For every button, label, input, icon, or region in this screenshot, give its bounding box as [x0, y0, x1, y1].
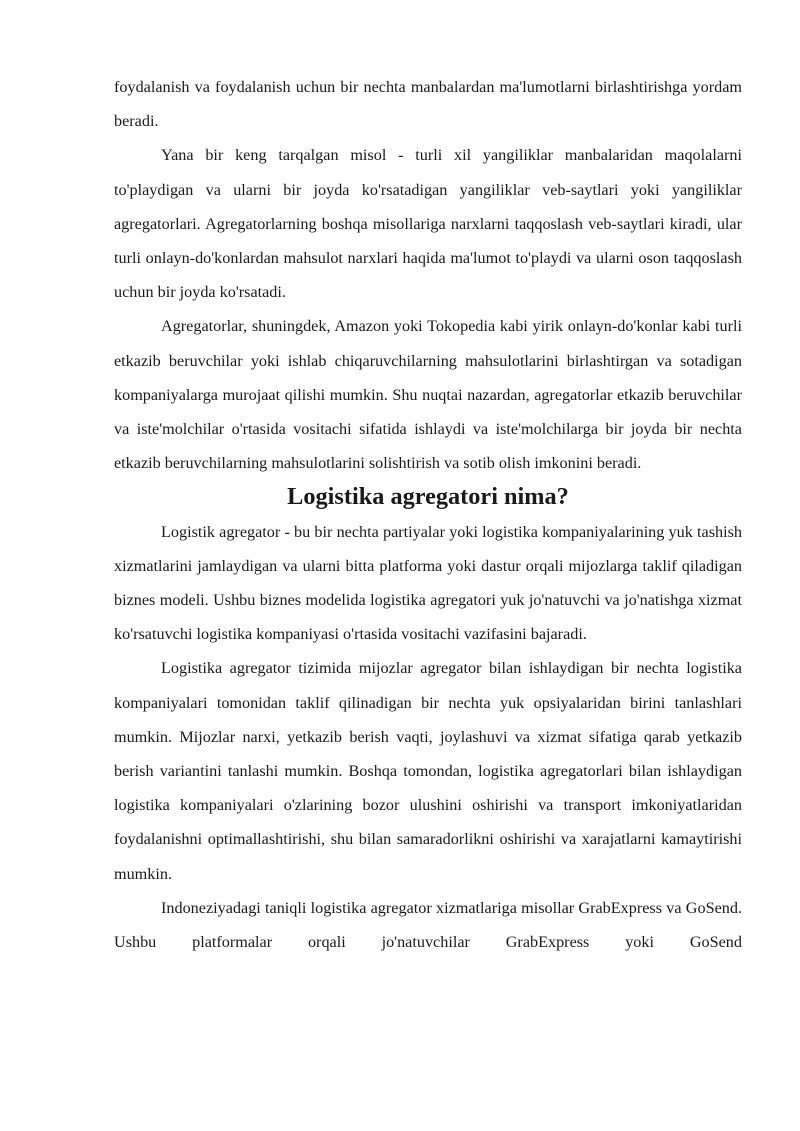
paragraph-news-aggregators: Yana bir keng tarqalgan misol - turli xil yangiliklar manbalaridan maqolalarni to'playdigan va ularni bir joyda ko'rsatadigan yangiliklar veb-saytlari yoki yangiliklar agregatorlari. Agregatorlarning boshqa misollariga narxlarni taqqoslash veb-saytlari kiradi, ular turli onlayn-do'konlardan mahsulot narxlari haqida ma'lumot to'playdi va ularni oson taqqoslash uchun bir joyda ko'rsatadi.: [114, 146, 742, 302]
paragraph-logistics-system: Logistika agregator tizimida mijozlar agregator bilan ishlaydigan bir nechta logistika kompaniyalari tomonidan taklif qilinadigan bir nechta yuk opsiyalaridan birini tanlashlari mumkin. Mijozlar narxi, yetkazib berish vaqti, joylashuvi va xizmat sifatiga qarab yetkazib berish variantini tanlashi mumkin. Boshqa tomondan, logistika agregatorlari bilan ishlaydigan logistika kompaniyalari o'zlarining bozor ulushini oshirishi va transport imkoniyatlaridan foydalanishni optimallashtirishi, shu bilan samaradorlikni oshirishi va xarajatlarni kamaytirishi mumkin.: [114, 659, 742, 883]
section-heading: Logistika agregatori nima?: [287, 483, 569, 511]
paragraph-indonesia-examples: Indoneziyadagi taniqli logistika agregator xizmatlariga misollar GrabExpress va GoSend. Ushbu platformalar orqali jo'natuvchilar GrabExpress yoki GoSend: [114, 898, 742, 952]
paragraph-marketplace-aggregators: Agregatorlar, shuningdek, Amazon yoki Tokopedia kabi yirik onlayn-do'konlar kabi turli etkazib beruvchilar yoki ishlab chiqaruvchilarning mahsulotlarini birlashtirgan va sotadigan kompaniyalarga murojaat qilishi mumkin. Shu nuqtai nazardan, agregatorlar etkazib beruvchilar va iste'molchilar o'rtasida vositachi sifatida ishlaydi va iste'molchilarga bir joyda bir nechta etkazib beruvchilarning mahsulotlarini solishtirish va sotib olish imkonini beradi.: [114, 317, 742, 473]
paragraph-logistics-definition: Logistik agregator - bu bir nechta partiyalar yoki logistika kompaniyalarining yuk tashish xizmatlarini jamlaydigan va ularni bitta platforma yoki dastur orqali mijozlarga taklif qiladigan biznes modeli. Ushbu biznes modelida logistika agregatori yuk jo'natuvchi va jo'natishga xizmat ko'rsatuvchi logistika kompaniyasi o'rtasida vositachi vazifasini bajaradi.: [114, 522, 742, 644]
document-page: [114, 70, 742, 959]
paragraph-continuation: foydalanish va foydalanish uchun bir nechta manbalardan ma'lumotlarni birlashtirishga yordam beradi.: [114, 78, 742, 131]
